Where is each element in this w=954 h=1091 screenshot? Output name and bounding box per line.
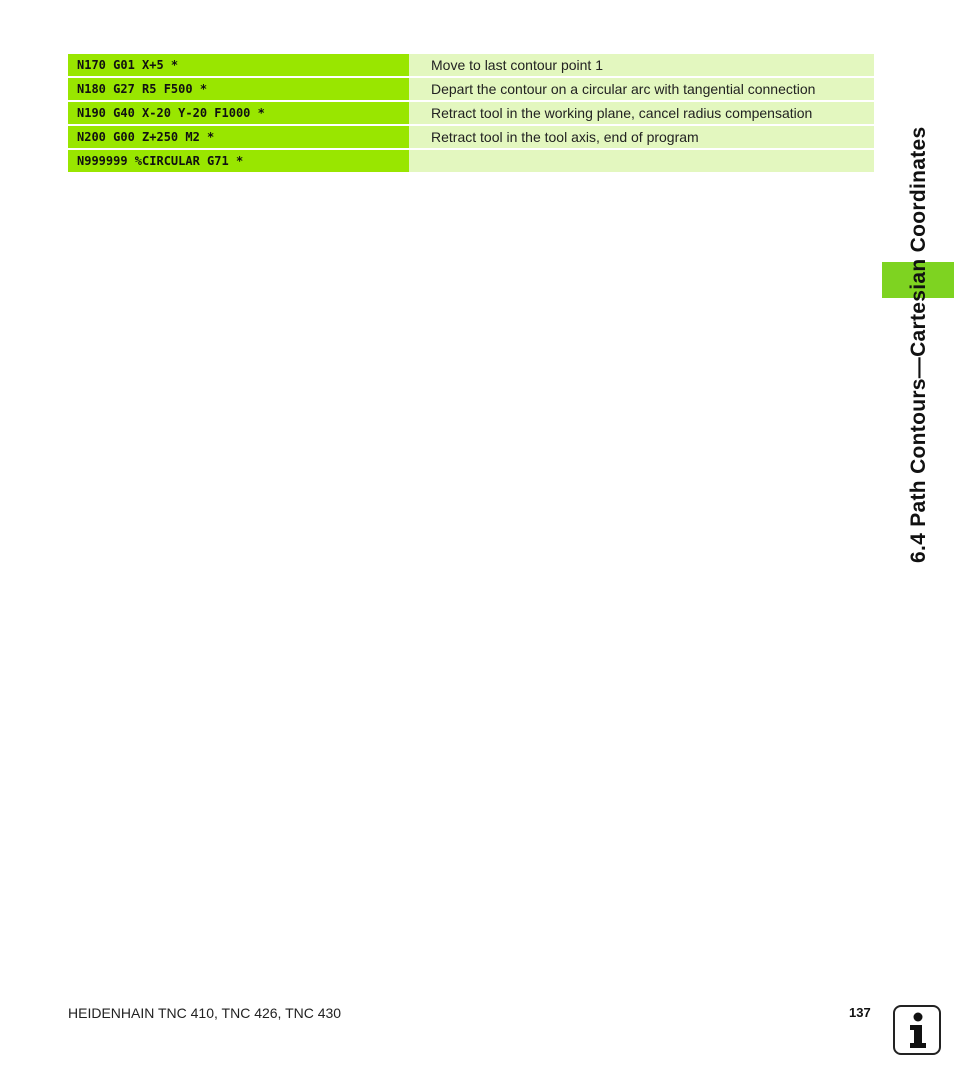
table-row xyxy=(68,102,874,124)
code-description: Depart the contour on a circular arc with tangential connection xyxy=(409,78,874,100)
nc-code: N180 G27 R5 F500 * xyxy=(68,78,409,100)
manual-title: HEIDENHAIN TNC 410, TNC 426, TNC 430 xyxy=(68,1005,342,1021)
table-row xyxy=(68,150,874,172)
code-description: Retract tool in the tool axis, end of program xyxy=(409,126,874,148)
nc-code: N999999 %CIRCULAR G71 * xyxy=(68,150,409,172)
nc-code: N200 G00 Z+250 M2 * xyxy=(68,126,409,148)
nc-code: N190 G40 X-20 Y-20 F1000 * xyxy=(68,102,409,124)
code-description: Retract tool in the working plane, cancel radius compensation xyxy=(409,102,874,124)
section-side-title: 6.4 Path Contours—Cartesian Coordinates xyxy=(907,126,930,563)
page-number: 137 xyxy=(849,1005,871,1020)
table-row xyxy=(68,78,874,100)
code-description xyxy=(409,150,874,172)
code-description: Move to last contour point 1 xyxy=(409,54,874,76)
nc-code: N170 G01 X+5 * xyxy=(68,54,409,76)
table-row xyxy=(68,54,874,76)
program-table xyxy=(68,54,874,174)
info-icon xyxy=(893,1005,941,1055)
table-row xyxy=(68,126,874,148)
